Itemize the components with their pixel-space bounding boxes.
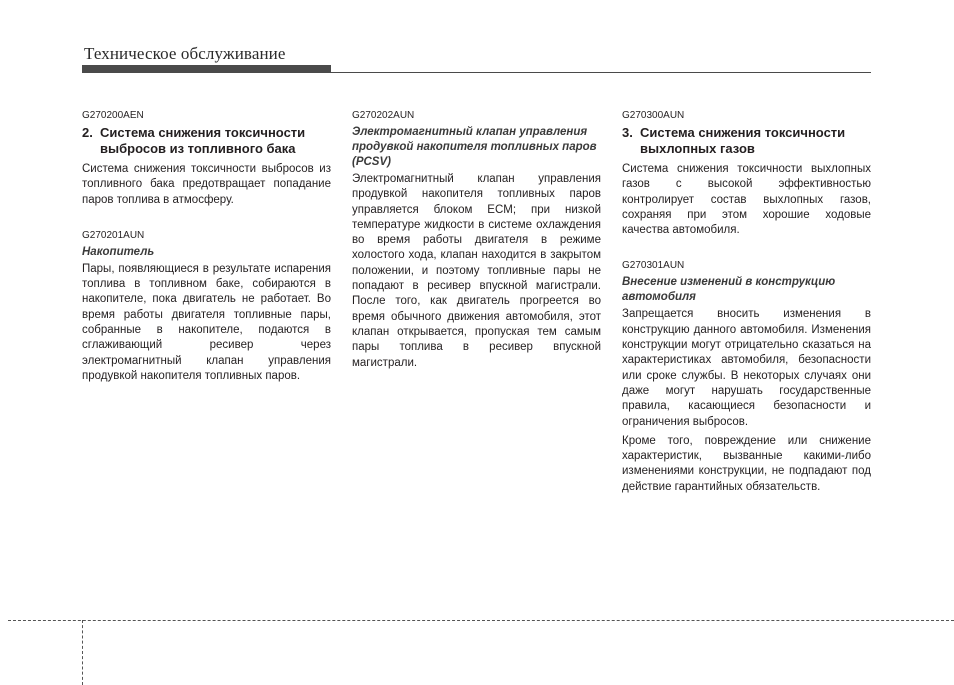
header-bar [82, 65, 331, 73]
body-paragraph: Кроме того, повреждение или снижение характеристик, вызванные какими-либо изменениями конструкции, не подпадают под действие гарантийных обязательств. [622, 434, 871, 493]
header-rule [331, 72, 871, 73]
subsection-code: G270201AUN [82, 229, 145, 241]
section-number: 3. [622, 125, 633, 140]
section-title: Система снижения токсичности выбросов из топливного бака [100, 125, 306, 156]
section-code: G270300AUN [622, 110, 685, 121]
subsection-title: Внесение изменений в конструкцию автомобиля [622, 276, 836, 304]
subsection-title: Накопитель [82, 245, 155, 258]
body-paragraph: Система снижения токсичности выхлопных газов с высокой эффективностью контролирует состав выхлопных газов, сохраняя при этом хорошие ходовые качества автомобиля. [622, 163, 871, 237]
body-paragraph: Электромагнитный клапан управления продувкой накопителя топливных паров управляется блоком ECM; при низкой температуре жидкости в системе охлаждения во время работы двигателя в режиме холостого хода, клапан находится в закрытом положении, и поэтому топливные пары не попадают в ресивер впускной магистрали. После того, как двигатель прогреется во время обычного движения автомобиля, этот клапан открывается, пропуская тем самым пары топлива в ресивер впускной магистрали. [352, 173, 601, 369]
body-paragraph: Система снижения токсичности выбросов из топливного бака предотвращает попадание паров топлива в атмосферу. [82, 163, 331, 206]
body-paragraph: Запрещается вносить изменения в конструкцию данного автомобиля. Изменения конструкции могут отрицательно сказаться на характеристиках автомобиля, безопасности или сроке службы. В некоторых случаях они даже могут нарушать государственные правила, касающиеся безопасности и ограничения выбросов. [622, 308, 871, 428]
column-3 [622, 110, 871, 495]
crop-mark-vertical [82, 620, 83, 685]
body-paragraph: Пары, появляющиеся в результате испарения топлива в топливном баке, собираются в накопителе, пока двигатель не работает. Во время работы двигателя топливные пары, собранные в накопителе, подаются в сглаживающий ресивер через электромагнитный клапан управления продувкой накопителя топливных паров. [82, 262, 331, 382]
section-heading [622, 125, 871, 157]
crop-mark-horizontal [8, 620, 954, 621]
section-heading [82, 125, 331, 157]
section-code: G270200AEN [82, 110, 144, 121]
page-title: Техническое обслуживание [84, 44, 286, 63]
section-number: 2. [82, 125, 93, 140]
column-1 [82, 110, 331, 384]
subsection-title: Электромагнитный клапан управления продувкой накопителя топливных паров (PCSV) [352, 126, 597, 168]
section-title: Система снижения токсичности выхлопных газов [640, 125, 846, 156]
subsection-code: G270301AUN [622, 260, 685, 272]
column-2 [352, 110, 601, 371]
subsection-code: G270202AUN [352, 110, 415, 121]
